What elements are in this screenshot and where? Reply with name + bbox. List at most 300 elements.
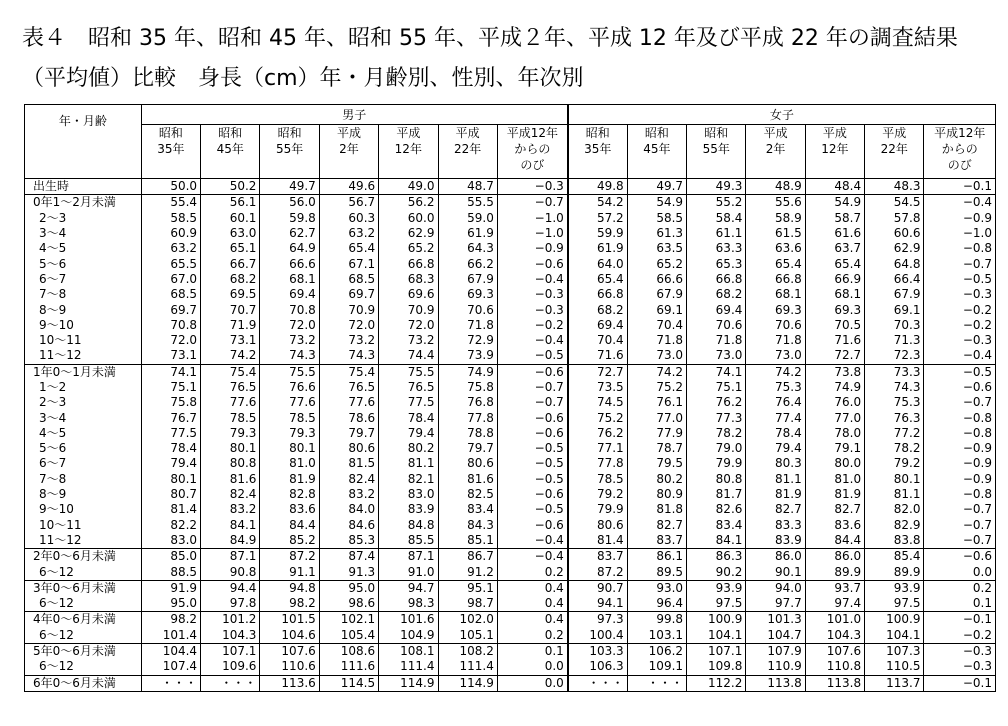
female-value-cell: 82.7 xyxy=(746,502,805,517)
row-label: 9～10 xyxy=(25,502,142,517)
male-value-cell: 85.1 xyxy=(438,533,497,549)
female-value-cell: 64.8 xyxy=(865,256,924,271)
male-value-cell: 82.1 xyxy=(379,472,438,487)
female-value-cell: 77.0 xyxy=(627,410,686,425)
male-value-cell: 68.5 xyxy=(141,287,200,302)
female-value-cell: 89.9 xyxy=(805,564,864,580)
female-value-cell: 113.7 xyxy=(865,675,924,691)
row-label: 3～4 xyxy=(25,226,142,241)
female-value-cell: 61.1 xyxy=(687,226,746,241)
male-value-cell: 108.6 xyxy=(319,643,378,659)
male-value-cell: 87.2 xyxy=(260,549,319,565)
male-value-cell: 108.1 xyxy=(379,643,438,659)
female-value-cell: 97.4 xyxy=(805,596,864,612)
male-value-cell: 62.7 xyxy=(260,226,319,241)
male-value-cell: 77.6 xyxy=(260,395,319,410)
male-value-cell: 75.5 xyxy=(379,364,438,380)
table-row xyxy=(25,364,996,380)
male-value-cell: 68.5 xyxy=(319,272,378,287)
female-value-cell: 54.9 xyxy=(805,195,864,211)
female-value-cell: 79.1 xyxy=(805,441,864,456)
male-value-cell: −0.4 xyxy=(497,333,567,348)
column-header-female: 平成 12年 xyxy=(805,125,864,179)
female-value-cell: −0.6 xyxy=(924,549,996,565)
female-value-cell: 86.0 xyxy=(805,549,864,565)
female-value-cell: 0.1 xyxy=(924,596,996,612)
table-row xyxy=(25,333,996,348)
male-value-cell: 69.3 xyxy=(438,287,497,302)
row-label: 6～7 xyxy=(25,272,142,287)
male-value-cell: 76.7 xyxy=(141,410,200,425)
male-value-cell: 70.8 xyxy=(141,318,200,333)
male-value-cell: 69.4 xyxy=(260,287,319,302)
male-value-cell: 83.4 xyxy=(438,502,497,517)
female-value-cell: 97.5 xyxy=(865,596,924,612)
female-value-cell: 93.9 xyxy=(865,580,924,596)
row-label: 7～8 xyxy=(25,472,142,487)
female-value-cell: 90.1 xyxy=(746,564,805,580)
female-value-cell: 90.2 xyxy=(687,564,746,580)
header-row-label: 年・月齢 xyxy=(25,105,142,179)
female-value-cell: 73.0 xyxy=(687,348,746,364)
female-value-cell: 78.7 xyxy=(627,441,686,456)
female-value-cell: −0.7 xyxy=(924,533,996,549)
female-value-cell: 80.3 xyxy=(746,456,805,471)
male-value-cell: 76.5 xyxy=(319,380,378,395)
male-value-cell: 68.2 xyxy=(201,272,260,287)
column-header-female: 平成 22年 xyxy=(865,125,924,179)
female-value-cell: 109.1 xyxy=(627,659,686,675)
female-value-cell: 71.6 xyxy=(568,348,627,364)
male-value-cell: 102.0 xyxy=(438,612,497,628)
male-value-cell: 49.6 xyxy=(319,179,378,195)
male-value-cell: 76.5 xyxy=(201,380,260,395)
female-value-cell: 113.8 xyxy=(805,675,864,691)
column-header-male: 昭和 45年 xyxy=(201,125,260,179)
female-value-cell: −0.9 xyxy=(924,472,996,487)
table-row xyxy=(25,518,996,533)
male-value-cell: −0.5 xyxy=(497,456,567,471)
table-row xyxy=(25,659,996,675)
female-value-cell: 73.3 xyxy=(865,364,924,380)
male-value-cell: 85.5 xyxy=(379,533,438,549)
column-header-female: 平成 2年 xyxy=(746,125,805,179)
male-value-cell: 83.9 xyxy=(379,502,438,517)
row-label: 10～11 xyxy=(25,518,142,533)
male-value-cell: 109.6 xyxy=(201,659,260,675)
female-value-cell: 80.9 xyxy=(627,487,686,502)
female-value-cell: 94.1 xyxy=(568,596,627,612)
table-row xyxy=(25,612,996,628)
female-value-cell: 86.0 xyxy=(746,549,805,565)
male-value-cell: 114.5 xyxy=(319,675,378,691)
male-value-cell: 82.4 xyxy=(201,487,260,502)
female-value-cell: 54.5 xyxy=(865,195,924,211)
male-value-cell: 107.6 xyxy=(260,643,319,659)
male-value-cell: −0.9 xyxy=(497,241,567,256)
female-value-cell: 104.7 xyxy=(746,628,805,644)
male-value-cell: 56.0 xyxy=(260,195,319,211)
female-value-cell: −0.9 xyxy=(924,211,996,226)
row-label: 1年0～1月未満 xyxy=(25,364,142,380)
male-value-cell: 74.1 xyxy=(141,364,200,380)
table-row xyxy=(25,287,996,302)
female-value-cell: 74.3 xyxy=(865,380,924,395)
male-value-cell: 79.3 xyxy=(201,426,260,441)
table-row xyxy=(25,256,996,271)
female-value-cell: −0.1 xyxy=(924,179,996,195)
female-value-cell: 48.3 xyxy=(865,179,924,195)
row-label: 11～12 xyxy=(25,533,142,549)
male-value-cell: −0.4 xyxy=(497,549,567,565)
female-value-cell: 71.8 xyxy=(687,333,746,348)
male-value-cell: 98.2 xyxy=(260,596,319,612)
female-value-cell: 48.9 xyxy=(746,179,805,195)
male-value-cell: 80.1 xyxy=(141,472,200,487)
male-value-cell: −1.0 xyxy=(497,211,567,226)
male-value-cell: 95.0 xyxy=(141,596,200,612)
male-value-cell: 59.8 xyxy=(260,211,319,226)
female-value-cell: 104.3 xyxy=(805,628,864,644)
female-value-cell: 89.5 xyxy=(627,564,686,580)
female-value-cell: 57.2 xyxy=(568,211,627,226)
male-value-cell: 105.1 xyxy=(438,628,497,644)
female-value-cell: 82.7 xyxy=(805,502,864,517)
row-label: 出生時 xyxy=(25,179,142,195)
female-value-cell: 103.1 xyxy=(627,628,686,644)
female-value-cell: 66.8 xyxy=(746,272,805,287)
female-value-cell: 104.1 xyxy=(687,628,746,644)
male-value-cell: 56.7 xyxy=(319,195,378,211)
female-value-cell: 90.7 xyxy=(568,580,627,596)
female-value-cell: 71.6 xyxy=(805,333,864,348)
female-value-cell: 104.1 xyxy=(865,628,924,644)
male-value-cell: −0.4 xyxy=(497,533,567,549)
female-value-cell: 78.4 xyxy=(746,426,805,441)
female-value-cell: 65.4 xyxy=(568,272,627,287)
male-value-cell: 60.0 xyxy=(379,211,438,226)
female-value-cell: 77.4 xyxy=(746,410,805,425)
male-value-cell: −0.4 xyxy=(497,272,567,287)
female-value-cell: 100.9 xyxy=(865,612,924,628)
male-value-cell: 65.4 xyxy=(319,241,378,256)
female-value-cell: 69.4 xyxy=(687,302,746,317)
female-value-cell: 66.6 xyxy=(627,272,686,287)
row-label: 4～5 xyxy=(25,426,142,441)
male-value-cell: 80.6 xyxy=(319,441,378,456)
male-value-cell: 90.8 xyxy=(201,564,260,580)
male-value-cell: 81.0 xyxy=(260,456,319,471)
female-value-cell: 78.2 xyxy=(687,426,746,441)
female-value-cell: 48.4 xyxy=(805,179,864,195)
female-value-cell: −0.2 xyxy=(924,302,996,317)
male-value-cell: 87.4 xyxy=(319,549,378,565)
row-label: 6～12 xyxy=(25,628,142,644)
male-value-cell: 70.9 xyxy=(319,302,378,317)
male-value-cell: 98.3 xyxy=(379,596,438,612)
female-value-cell: ・・・ xyxy=(627,675,686,691)
female-value-cell: 97.3 xyxy=(568,612,627,628)
male-value-cell: −0.5 xyxy=(497,502,567,517)
female-value-cell: 83.3 xyxy=(746,518,805,533)
table-row xyxy=(25,456,996,471)
male-value-cell: 111.6 xyxy=(319,659,378,675)
male-value-cell: 76.8 xyxy=(438,395,497,410)
male-value-cell: −0.6 xyxy=(497,364,567,380)
female-value-cell: 100.9 xyxy=(687,612,746,628)
row-label: 0年1～2月未満 xyxy=(25,195,142,211)
male-value-cell: 73.1 xyxy=(141,348,200,364)
female-value-cell: 107.9 xyxy=(746,643,805,659)
male-value-cell: 75.1 xyxy=(141,380,200,395)
male-value-cell: 84.8 xyxy=(379,518,438,533)
female-value-cell: −0.7 xyxy=(924,256,996,271)
female-value-cell: 79.4 xyxy=(746,441,805,456)
row-label: 6年0～6月未満 xyxy=(25,675,142,691)
male-value-cell: 91.3 xyxy=(319,564,378,580)
male-value-cell: 97.8 xyxy=(201,596,260,612)
column-header-female: 平成12年 からの のび xyxy=(924,125,996,179)
female-value-cell: 65.2 xyxy=(627,256,686,271)
male-value-cell: −0.6 xyxy=(497,518,567,533)
female-value-cell: 58.5 xyxy=(627,211,686,226)
male-value-cell: 111.4 xyxy=(379,659,438,675)
female-value-cell: −0.3 xyxy=(924,287,996,302)
female-value-cell: 82.7 xyxy=(627,518,686,533)
female-value-cell: 84.1 xyxy=(687,533,746,549)
female-value-cell: 54.9 xyxy=(627,195,686,211)
table-row xyxy=(25,533,996,549)
row-label: 5年0～6月未満 xyxy=(25,643,142,659)
female-value-cell: 63.6 xyxy=(746,241,805,256)
female-value-cell: 75.3 xyxy=(865,395,924,410)
male-value-cell: 101.6 xyxy=(379,612,438,628)
male-value-cell: 0.4 xyxy=(497,612,567,628)
female-value-cell: 74.2 xyxy=(746,364,805,380)
female-value-cell: 76.2 xyxy=(568,426,627,441)
male-value-cell: 77.6 xyxy=(319,395,378,410)
male-value-cell: 114.9 xyxy=(438,675,497,691)
female-value-cell: 76.3 xyxy=(865,410,924,425)
male-value-cell: −0.5 xyxy=(497,472,567,487)
table-row xyxy=(25,348,996,364)
male-value-cell: 77.5 xyxy=(379,395,438,410)
female-value-cell: 63.7 xyxy=(805,241,864,256)
female-value-cell: −0.3 xyxy=(924,333,996,348)
female-value-cell: 63.3 xyxy=(687,241,746,256)
female-value-cell: 81.4 xyxy=(568,533,627,549)
male-value-cell: 86.7 xyxy=(438,549,497,565)
female-value-cell: 66.9 xyxy=(805,272,864,287)
female-value-cell: 86.1 xyxy=(627,549,686,565)
table-row xyxy=(25,628,996,644)
male-value-cell: 71.8 xyxy=(438,318,497,333)
male-value-cell: 50.2 xyxy=(201,179,260,195)
female-value-cell: 49.3 xyxy=(687,179,746,195)
male-value-cell: −0.3 xyxy=(497,302,567,317)
female-value-cell: 76.4 xyxy=(746,395,805,410)
male-value-cell: 69.7 xyxy=(141,302,200,317)
female-value-cell: 68.1 xyxy=(746,287,805,302)
female-value-cell: −0.9 xyxy=(924,456,996,471)
female-value-cell: 73.5 xyxy=(568,380,627,395)
female-value-cell: 81.7 xyxy=(687,487,746,502)
male-value-cell: 91.2 xyxy=(438,564,497,580)
table-row xyxy=(25,410,996,425)
female-value-cell: 76.0 xyxy=(805,395,864,410)
female-value-cell: 113.8 xyxy=(746,675,805,691)
female-value-cell: 79.0 xyxy=(687,441,746,456)
female-value-cell: 106.2 xyxy=(627,643,686,659)
female-value-cell: 80.8 xyxy=(687,472,746,487)
table-row xyxy=(25,380,996,395)
male-value-cell: 72.0 xyxy=(141,333,200,348)
female-value-cell: −0.7 xyxy=(924,518,996,533)
male-value-cell: 77.5 xyxy=(141,426,200,441)
female-value-cell: 81.9 xyxy=(805,487,864,502)
female-value-cell: 80.6 xyxy=(568,518,627,533)
female-value-cell: −0.6 xyxy=(924,380,996,395)
female-value-cell: 61.5 xyxy=(746,226,805,241)
female-value-cell: −0.5 xyxy=(924,272,996,287)
male-value-cell: 80.1 xyxy=(201,441,260,456)
male-value-cell: 64.3 xyxy=(438,241,497,256)
male-value-cell: −0.5 xyxy=(497,441,567,456)
female-value-cell: 81.8 xyxy=(627,502,686,517)
male-value-cell: 91.0 xyxy=(379,564,438,580)
female-value-cell: 78.0 xyxy=(805,426,864,441)
female-value-cell: 83.7 xyxy=(568,549,627,565)
male-value-cell: 56.2 xyxy=(379,195,438,211)
female-value-cell: 68.1 xyxy=(805,287,864,302)
male-value-cell: 73.2 xyxy=(260,333,319,348)
male-value-cell: −0.3 xyxy=(497,287,567,302)
female-value-cell: 75.2 xyxy=(627,380,686,395)
female-value-cell: 89.9 xyxy=(865,564,924,580)
male-value-cell: 60.3 xyxy=(319,211,378,226)
female-value-cell: 110.8 xyxy=(805,659,864,675)
female-value-cell: 61.6 xyxy=(805,226,864,241)
female-value-cell: 77.0 xyxy=(805,410,864,425)
row-label: 6～12 xyxy=(25,659,142,675)
female-value-cell: −0.8 xyxy=(924,426,996,441)
male-value-cell: 85.0 xyxy=(141,549,200,565)
row-label: 11～12 xyxy=(25,348,142,364)
male-value-cell: 80.8 xyxy=(201,456,260,471)
male-value-cell: 58.5 xyxy=(141,211,200,226)
female-value-cell: 77.1 xyxy=(568,441,627,456)
female-value-cell: 96.4 xyxy=(627,596,686,612)
female-value-cell: 55.6 xyxy=(746,195,805,211)
male-value-cell: 62.9 xyxy=(379,226,438,241)
male-value-cell: 75.8 xyxy=(438,380,497,395)
female-value-cell: 65.4 xyxy=(746,256,805,271)
male-value-cell: −0.6 xyxy=(497,487,567,502)
female-value-cell: 74.1 xyxy=(687,364,746,380)
female-value-cell: 94.0 xyxy=(746,580,805,596)
female-value-cell: 49.7 xyxy=(627,179,686,195)
male-value-cell: 76.6 xyxy=(260,380,319,395)
male-value-cell: 84.9 xyxy=(201,533,260,549)
female-value-cell: 61.3 xyxy=(627,226,686,241)
male-value-cell: −0.5 xyxy=(497,348,567,364)
male-value-cell: 83.6 xyxy=(260,502,319,517)
female-value-cell: −0.2 xyxy=(924,318,996,333)
male-value-cell: 60.9 xyxy=(141,226,200,241)
male-value-cell: 0.1 xyxy=(497,643,567,659)
female-value-cell: 69.4 xyxy=(568,318,627,333)
female-value-cell: 76.1 xyxy=(627,395,686,410)
male-value-cell: 104.6 xyxy=(260,628,319,644)
male-value-cell: 101.2 xyxy=(201,612,260,628)
female-value-cell: 83.6 xyxy=(805,518,864,533)
male-value-cell: 55.5 xyxy=(438,195,497,211)
male-value-cell: 80.6 xyxy=(438,456,497,471)
female-value-cell: −0.8 xyxy=(924,241,996,256)
female-value-cell: 97.7 xyxy=(746,596,805,612)
male-value-cell: 75.4 xyxy=(319,364,378,380)
male-value-cell: 77.6 xyxy=(201,395,260,410)
male-value-cell: 65.5 xyxy=(141,256,200,271)
male-value-cell: 80.2 xyxy=(379,441,438,456)
table-row xyxy=(25,564,996,580)
female-value-cell: 80.0 xyxy=(805,456,864,471)
column-header-male: 昭和 35年 xyxy=(141,125,200,179)
male-value-cell: 87.1 xyxy=(379,549,438,565)
male-value-cell: 75.5 xyxy=(260,364,319,380)
male-value-cell: 77.8 xyxy=(438,410,497,425)
female-value-cell: 73.8 xyxy=(805,364,864,380)
female-value-cell: 77.9 xyxy=(627,426,686,441)
male-value-cell: 79.4 xyxy=(141,456,200,471)
male-value-cell: 68.3 xyxy=(379,272,438,287)
male-value-cell: 78.4 xyxy=(379,410,438,425)
table-row xyxy=(25,596,996,612)
male-value-cell: 81.6 xyxy=(201,472,260,487)
female-value-cell: 100.4 xyxy=(568,628,627,644)
female-value-cell: ・・・ xyxy=(568,675,627,691)
male-value-cell: 84.0 xyxy=(319,502,378,517)
row-label: 2～3 xyxy=(25,211,142,226)
female-value-cell: 74.9 xyxy=(805,380,864,395)
female-value-cell: 81.1 xyxy=(865,487,924,502)
female-value-cell: 67.9 xyxy=(627,287,686,302)
female-value-cell: 77.3 xyxy=(687,410,746,425)
male-value-cell: 91.1 xyxy=(260,564,319,580)
female-value-cell: 109.8 xyxy=(687,659,746,675)
header-male: 男子 xyxy=(141,105,568,125)
female-value-cell: 75.3 xyxy=(746,380,805,395)
male-value-cell: 85.3 xyxy=(319,533,378,549)
male-value-cell: 67.1 xyxy=(319,256,378,271)
female-value-cell: 74.5 xyxy=(568,395,627,410)
female-value-cell: 71.8 xyxy=(627,333,686,348)
row-label: 6～12 xyxy=(25,564,142,580)
male-value-cell: −0.6 xyxy=(497,256,567,271)
column-header-male: 平成12年 からの のび xyxy=(497,125,567,179)
female-value-cell: 81.1 xyxy=(746,472,805,487)
male-value-cell: 0.4 xyxy=(497,596,567,612)
female-value-cell: 70.4 xyxy=(627,318,686,333)
female-value-cell: 65.4 xyxy=(805,256,864,271)
female-value-cell: 112.2 xyxy=(687,675,746,691)
female-value-cell: 58.9 xyxy=(746,211,805,226)
female-value-cell: 70.4 xyxy=(568,333,627,348)
male-value-cell: 60.1 xyxy=(201,211,260,226)
female-value-cell: 70.3 xyxy=(865,318,924,333)
row-label: 6～7 xyxy=(25,456,142,471)
table-subtitle: （平均値）比較 身長（cm）年・月齢別、性別、年次別 xyxy=(22,66,584,91)
